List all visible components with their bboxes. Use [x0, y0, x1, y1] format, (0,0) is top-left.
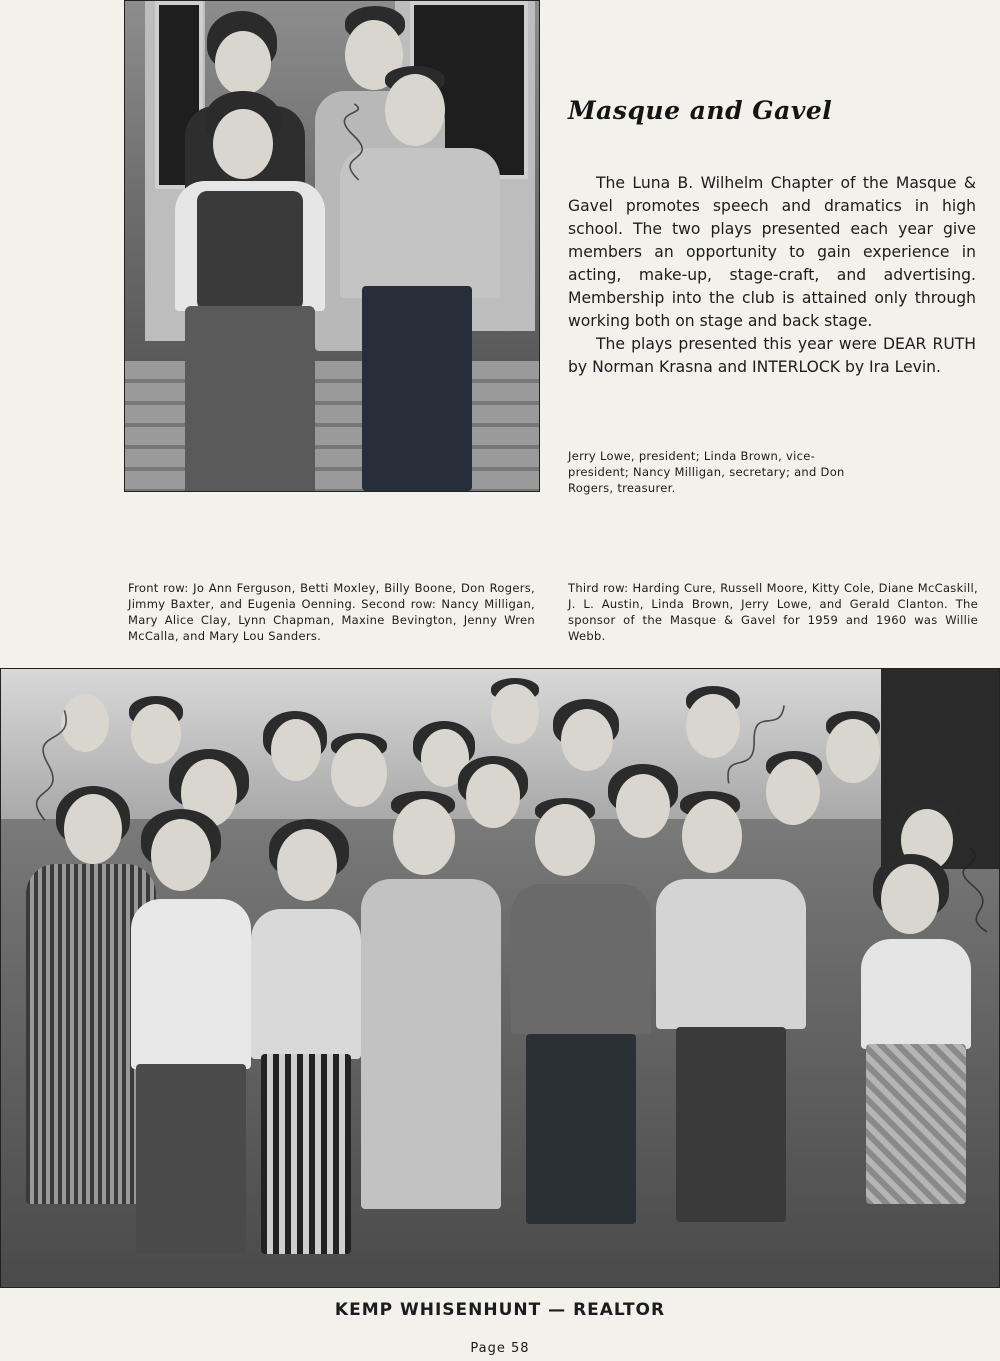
- group-photo: [0, 668, 1000, 1288]
- page-number: Page 58: [470, 1341, 530, 1356]
- page-title: Masque and Gavel: [568, 96, 833, 125]
- officers-photo: [124, 0, 540, 492]
- third-row-caption: Third row: Harding Cure, Russell Moore, Kitty Cole, Diane McCaskill, J. L. Austin, Linda Brown, Jerry Lowe, and Gerald Clanton. The sponsor of the Masque & Gavel for 1959 and 1960 was Willie Webb.: [568, 581, 978, 643]
- front-row-caption: Front row: Jo Ann Ferguson, Betti Moxley, Billy Boone, Don Rogers, Jimmy Baxter, and Eugenia Oenning. Second row: Nancy Milligan, Mary Alice Clay, Lynn Chapman, Maxine Bevington, Jenny Wren McCalla, and Mary Lou Sanders.: [128, 581, 535, 643]
- sponsor-line: KEMP WHISENHUNT — REALTOR: [334, 1300, 666, 1320]
- plays-paragraph: The plays presented this year were DEAR RUTH by Norman Krasna and INTERLOCK by Ira Levin.: [568, 335, 976, 376]
- officers-caption: Jerry Lowe, president; Linda Brown, vice-president; Nancy Milligan, secretary; and Don Rogers, treasurer.: [568, 449, 845, 495]
- intro-paragraph: The Luna B. Wilhelm Chapter of the Masque & Gavel promotes speech and dramatics in high school. The two plays presented each year give members an opportunity to gain experience in acting, make-up, stage-craft, and advertising. Membership into the club is attained only through working both on stage and back stage.: [568, 174, 976, 330]
